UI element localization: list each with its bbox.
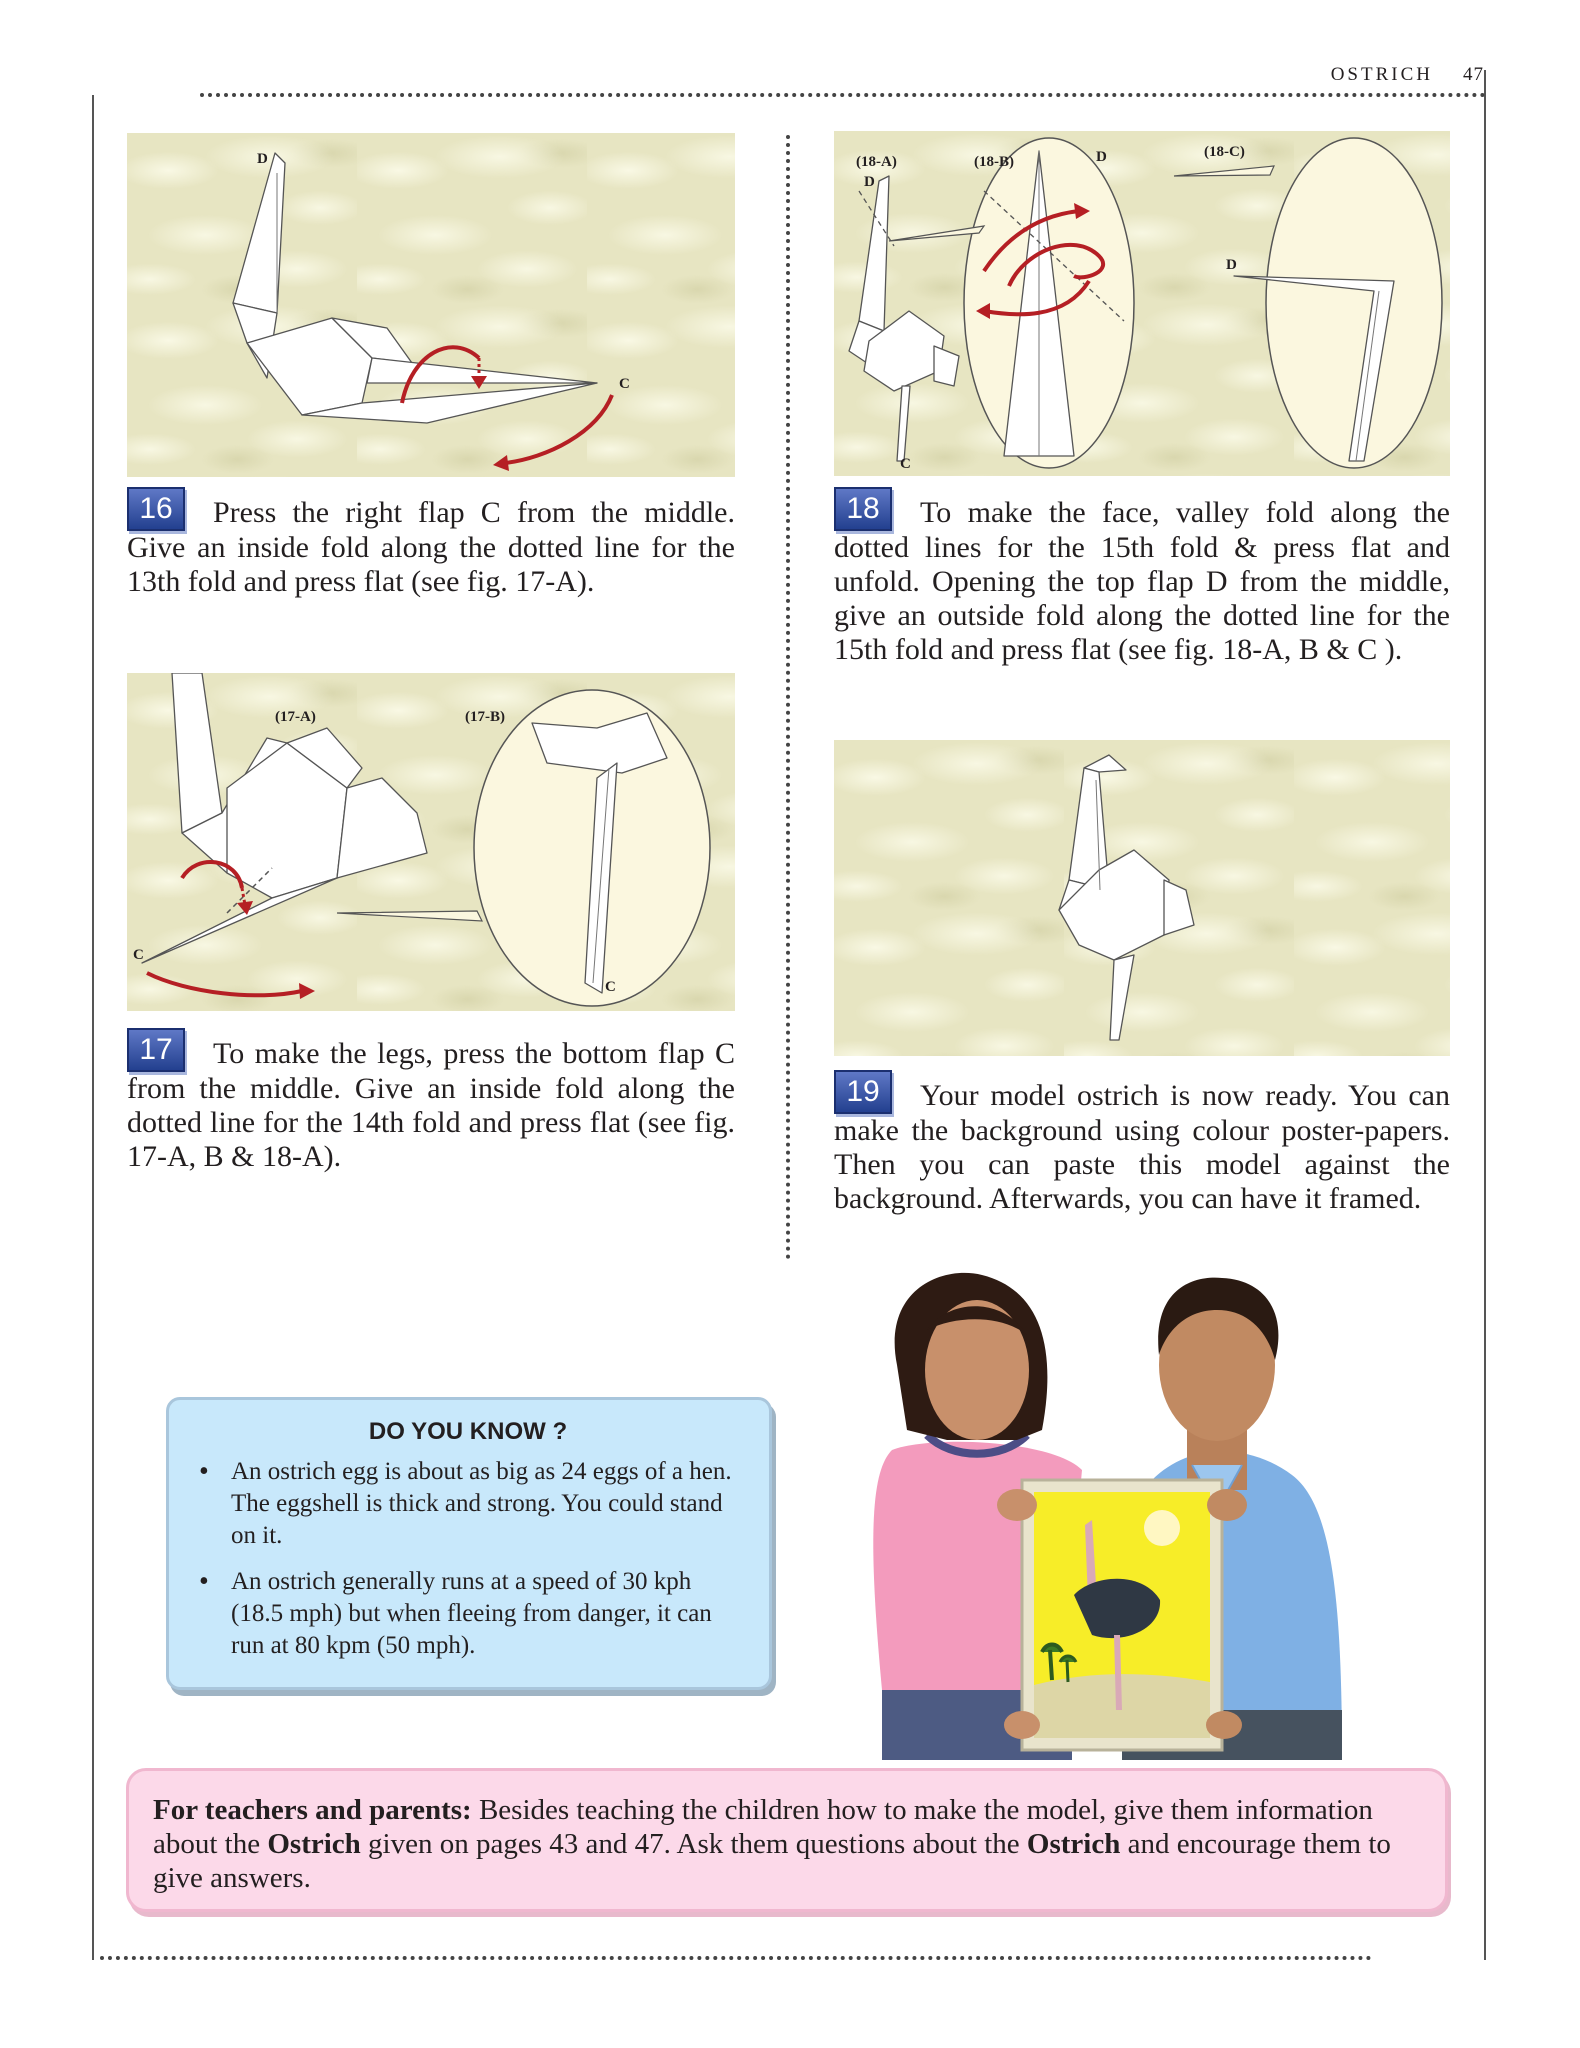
step-19 — [834, 1070, 1450, 1216]
label-d-head: D — [1226, 257, 1237, 273]
top-dotted-rule — [200, 93, 1486, 97]
figure-16-drawing — [127, 133, 735, 477]
fold-arrow-lower — [147, 973, 302, 995]
step-17-text: To make the legs, press the bottom flap C from the middle. Give an inside fold along the dotted line for the 14th fold and press flat (see fig. 17-A, B & 18-A). — [127, 1037, 735, 1173]
list-item: • An ostrich generally runs at a speed of 30 kph (18.5 mph) but when fleeing from danger, it can run at 80 kpm (50 mph). — [197, 1566, 739, 1662]
note-text-1: Besides teaching the children how to make the model, give them information about the — [153, 1794, 1373, 1860]
label-d-small: D — [864, 174, 875, 190]
label-c-left: C — [133, 947, 144, 963]
children-photo — [852, 1270, 1392, 1760]
figure-18 — [834, 131, 1450, 476]
step-19-text: Your model ostrich is now ready. You can make the background using colour poster-papers. Then you can paste this model against the background. Afterwards, you can have it framed. — [834, 1079, 1450, 1215]
label-17-a: (17-A) — [275, 709, 316, 725]
label-c: C — [900, 456, 911, 472]
ostrich-tail-small — [934, 346, 959, 386]
note-bold-1: Ostrich — [267, 1828, 361, 1860]
zoom-pointer — [337, 911, 482, 921]
label-18-b: (18-B) — [974, 154, 1014, 170]
figure-19 — [834, 740, 1450, 1056]
label-18-c: (18-C) — [1204, 144, 1245, 160]
running-head — [1331, 64, 1484, 86]
label-c-right: C — [605, 979, 616, 995]
step-16-text: Press the right flap C from the middle. Give an inside fold along the dotted line for the 13th fold and press flat (see fig. 17-A). — [127, 496, 735, 598]
label-c: C — [619, 376, 630, 392]
ostrich-leg — [1110, 955, 1134, 1040]
teachers-note — [126, 1768, 1448, 1912]
figure-19-drawing — [834, 740, 1450, 1056]
step-18-text: To make the face, valley fold along the dotted lines for the 15th fold & press flat and unfold. Opening the top flap D from the middle, give an outside fold along the dotted line for the 15th fold and press flat (see fig. 18-A, B & C ). — [834, 496, 1450, 666]
figure-18-drawing — [834, 131, 1450, 476]
note-text-2: given on pages 43 and 47. Ask them questions about the — [360, 1828, 1027, 1860]
step-18 — [834, 487, 1450, 667]
ostrich-leg-small — [897, 386, 910, 461]
zoom-ellipse-c — [1266, 138, 1442, 468]
step-17 — [127, 1028, 735, 1174]
label-18-a: (18-A) — [856, 154, 897, 170]
step-16 — [127, 487, 735, 599]
step-number-badge: 18 — [834, 487, 892, 531]
note-bold-2: Ostrich — [1026, 1828, 1121, 1860]
figure-16 — [127, 133, 735, 477]
label-17-b: (17-B) — [465, 709, 505, 725]
step-number-badge: 17 — [127, 1028, 185, 1072]
fold-arrow-lower — [505, 395, 612, 463]
picture-sun — [1144, 1510, 1180, 1546]
page-number: 47 — [1463, 64, 1484, 85]
do-you-know-title: DO YOU KNOW ? — [368, 1418, 568, 1445]
flap-c — [142, 878, 337, 963]
page-frame-left-rule — [92, 95, 94, 1960]
step-number-badge: 16 — [127, 487, 185, 531]
figure-17-drawing — [127, 673, 735, 1011]
bottom-dotted-rule — [100, 1956, 1372, 1960]
note-lead: For teachers and parents: — [153, 1794, 472, 1826]
children-photo-drawing — [852, 1270, 1392, 1760]
column-divider — [786, 135, 790, 1260]
ostrich-neck — [172, 673, 222, 833]
figure-17 — [127, 673, 735, 1011]
note-text-3: and encourage them to give answers. — [153, 1828, 1391, 1894]
list-item: • An ostrich egg is about as big as 24 eggs of a hen. The eggshell is thick and strong. You could stand on it. — [197, 1456, 739, 1552]
do-you-know-box — [166, 1397, 772, 1690]
label-d: D — [257, 151, 268, 167]
do-you-know-list — [197, 1456, 739, 1662]
page-frame-right-rule — [1484, 70, 1486, 1960]
step-number-badge: 19 — [834, 1070, 892, 1114]
ostrich-tail — [1164, 880, 1194, 935]
picture-ground — [1034, 1674, 1210, 1738]
label-d-zoom: D — [1096, 149, 1107, 165]
ostrich-tail — [337, 778, 427, 878]
running-head-title: OSTRICH — [1330, 64, 1433, 85]
